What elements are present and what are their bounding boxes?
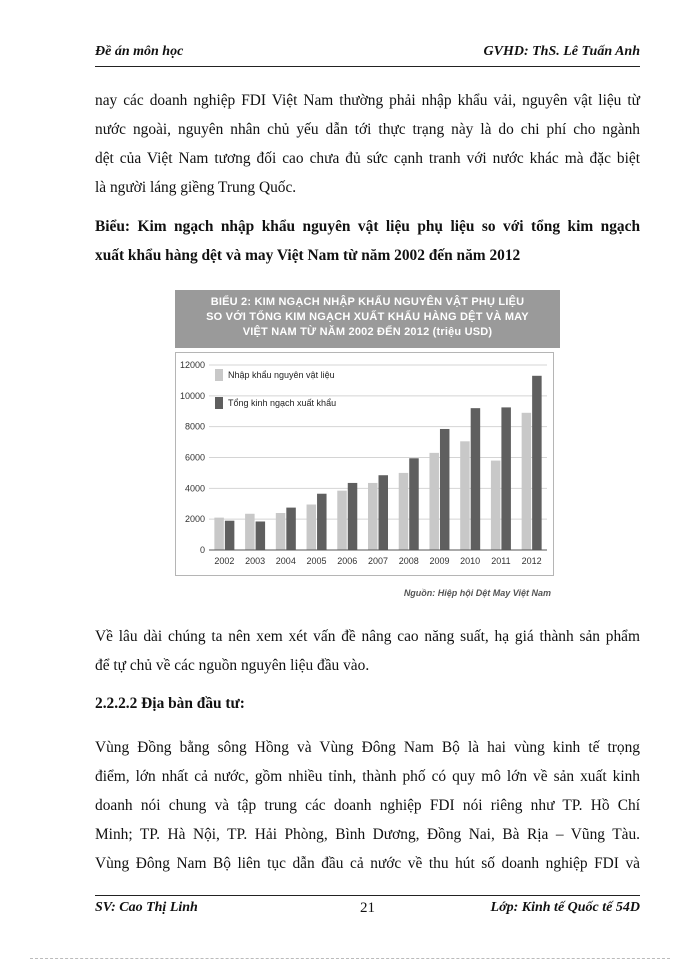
bar-import — [522, 413, 532, 550]
x-tick-label: 2008 — [398, 556, 419, 566]
x-tick-label: 2009 — [429, 556, 450, 566]
section-heading-text: 2.2.2.2 Địa bàn đầu tư: — [95, 695, 245, 712]
text-line: Minh; TP. Hà Nội, TP. Hải Phòng, Bình Dương, Đồng Nai, Bà Rịa – Vũng Tàu. — [95, 826, 640, 843]
bar-export — [379, 475, 389, 550]
y-tick-label: 8000 — [184, 421, 205, 432]
y-tick-label: 4000 — [184, 483, 205, 494]
bar-export — [440, 429, 450, 550]
text-line: điểm, lớn nhất cả nước, gồm nhiều tỉnh, thành phố có quy mô lớn về sản xuất kinh — [95, 768, 640, 785]
caption-line: xuất khẩu hàng dệt và may Việt Nam từ năm 2002 đến năm 2012 — [95, 247, 521, 264]
y-tick-label: 0 — [199, 545, 205, 555]
bar-export — [256, 521, 266, 550]
bar-export — [409, 458, 419, 550]
caption-line: Biểu: Kim ngạch nhập khẩu nguyên vật liệu phụ liệu so với tổng kim ngạch — [95, 218, 640, 235]
header-course: Đề án môn học — [95, 44, 184, 59]
footer-class: Lớp: Kinh tế Quốc tế 54D — [490, 900, 640, 915]
chart-plot — [175, 290, 560, 605]
bar-export — [317, 494, 327, 550]
chart-source: Nguồn: Hiệp hội Dệt May Việt Nam — [403, 588, 551, 598]
chart-title-line: BIỂU 2: KIM NGẠCH NHẬP KHẨU NGUYÊN VẬT PHỤ LIỆU — [210, 296, 525, 308]
bar-import — [460, 441, 470, 550]
bar-export — [348, 483, 358, 550]
text-line: nay các doanh nghiệp FDI Việt Nam thường phải nhập khẩu vải, nguyên vật liệu từ — [95, 92, 640, 109]
bar-import — [337, 491, 347, 550]
text-line: doanh nói chung và tập trung các doanh nghiệp FDI nói riêng như TP. Hồ Chí — [95, 797, 640, 814]
x-tick-label: 2011 — [491, 556, 511, 566]
x-tick-label: 2004 — [275, 556, 296, 566]
text-line: để tự chủ về các nguồn nguyên liệu đầu vào. — [95, 657, 370, 674]
text-line: là người láng giềng Trung Quốc. — [95, 179, 297, 196]
x-tick-label: 2012 — [521, 556, 542, 566]
chart-title-line: VIỆT NAM TỪ NĂM 2002 ĐẾN 2012 (triệu USD) — [242, 326, 493, 338]
text-line: dệt của Việt Nam tương đối cao chưa đủ sức cạnh tranh với nước khác mà đặc biệt — [95, 150, 640, 167]
bar-export — [501, 407, 511, 550]
x-tick-label: 2005 — [306, 556, 327, 566]
page-bottom-divider — [30, 958, 670, 959]
after-chart-paragraph — [95, 622, 640, 680]
bar-import — [307, 505, 317, 550]
bar-import — [429, 453, 439, 550]
bar-export — [532, 376, 542, 550]
bar-import — [399, 473, 409, 550]
text-line: Về lâu dài chúng ta nên xem xét vấn đề nâng cao năng suất, hạ giá thành sản phẩm — [95, 628, 640, 645]
text-line: Vùng Đông Nam Bộ liên tục dẫn đầu cả nước về thu hút số doanh nghiệp FDI và — [95, 855, 640, 872]
bar-import — [276, 513, 286, 550]
bar-export — [471, 408, 481, 550]
bar-import — [368, 483, 378, 550]
text-line: nước ngoài, nguyên nhân chủ yếu dẫn tới thực trạng này là do chi phí cho ngành — [95, 121, 640, 138]
intro-paragraph — [95, 86, 640, 202]
text-line: Vùng Đồng bằng sông Hồng và Vùng Đông Nam Bộ là hai vùng kinh tế trọng — [95, 739, 640, 756]
bar-import — [491, 461, 501, 550]
footer-student: SV: Cao Thị Linh — [95, 900, 198, 915]
x-tick-label: 2003 — [245, 556, 266, 566]
chart-title-line: SO VỚI TỔNG KIM NGẠCH XUẤT KHẨU HÀNG DỆT VÀ MAY — [206, 311, 529, 323]
bar-export — [225, 521, 235, 550]
bar-import — [214, 518, 224, 550]
section-heading — [95, 689, 640, 718]
footer-rule — [95, 895, 640, 896]
legend-swatch — [215, 369, 223, 381]
x-tick-label: 2007 — [367, 556, 389, 566]
legend-label: Nhập khẩu nguyên vật liệu — [228, 370, 335, 380]
y-tick-label: 6000 — [184, 452, 205, 463]
section-paragraph — [95, 733, 640, 878]
bar-import — [245, 514, 255, 550]
bar-export — [286, 508, 296, 550]
page-number: 21 — [360, 900, 375, 916]
legend-swatch — [215, 397, 223, 409]
y-tick-label: 2000 — [184, 514, 205, 525]
x-tick-label: 2010 — [460, 556, 481, 566]
bar-chart — [175, 290, 560, 605]
legend-label: Tổng kinh ngạch xuất khẩu — [228, 398, 337, 408]
header-rule — [95, 66, 640, 67]
x-tick-label: 2006 — [337, 556, 358, 566]
y-tick-label: 12000 — [179, 360, 205, 370]
header-advisor: GVHD: ThS. Lê Tuấn Anh — [483, 44, 640, 59]
y-tick-label: 10000 — [179, 390, 205, 401]
x-tick-label: 2002 — [214, 556, 235, 566]
chart-caption — [95, 212, 640, 270]
